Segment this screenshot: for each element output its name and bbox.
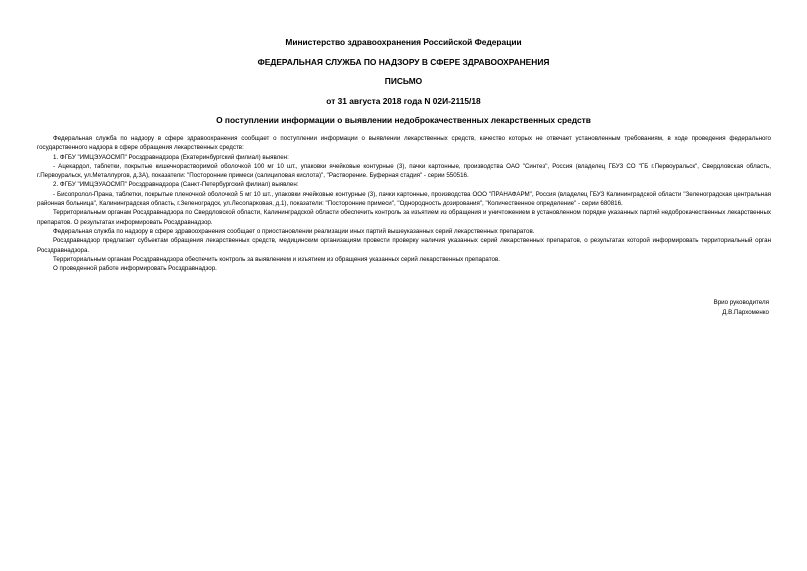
paragraph: Федеральная служба по надзору в сфере здравоохранения сообщает о приостановлении реализации иных партий вышеуказанных серий лекарственных препаратов. <box>53 227 535 235</box>
paragraph: О проведенной работе информировать Росздравнадзор. <box>53 265 217 273</box>
paragraph: Территориальным органам Росздравнадзора обеспечить контроль за выявлением и изъятием из обращения указанных серий лекарственных препаратов. <box>53 255 500 263</box>
paragraph: - Ацекардол, таблетки, покрытые кишечнорастворимой оболочкой 100 мг 10 шт., упаковки ячейковые контурные (3), пачки картонные, производства ОАО "Синтез", Россия (владелец ГБУЗ СО "ГБ г.Первоуральск", Свердловская область, г.Первоуральск, ул.Металлургов, д.3А), показатели: "Посторонние примеси (салициловая кислота)", "Растворение. Буферная стадия" - серии 550516. <box>37 162 771 180</box>
paragraph: - Бисопролол-Прана, таблетки, покрытые пленочной оболочкой 5 мг 10 шт., упаковки ячейковые контурные (3), пачки картонные, производства ООО "ПРАНАФАРМ", Россия (владелец ГБУЗ Калининградской области "Зеленоградская центральная районная больница", Калининградская область, г.Зеленоградск, ул.Лесопарковая, д.1), показатели: "Посторонние примеси", "Однородность дозирования", "Количественное определение" - серии 680816. <box>37 190 771 208</box>
paragraph: Росздравнадзор предлагает субъектам обращения лекарственных средств, медицинским организациям провести проверку наличия указанных серий лекарственных препаратов, о результатах которой информировать территориальный орган Росздравнадзора. <box>37 237 771 254</box>
paragraph: 2. ФГБУ "ИМЦЭУАОСМП" Росздравнадзора (Санкт-Петербургский филиал) выявлен: <box>53 181 299 189</box>
signatory-name: Д.В.Пархоменко <box>722 309 769 316</box>
document-type: ПИСЬМО <box>384 76 423 86</box>
service-name: ФЕДЕРАЛЬНАЯ СЛУЖБА ПО НАДЗОРУ В СФЕРЕ ЗДРАВООХРАНЕНИЯ <box>257 57 550 67</box>
ministry-name: Министерство здравоохранения Российской Федерации <box>285 37 522 47</box>
paragraph: Федеральная служба по надзору в сфере здравоохранения сообщает о поступлении информации о выявлении лекарственных средств, качество которых не отвечает установленным требованиям, в ходе проведения федерального государственного надзора в сфере обращения лекарственных средств: <box>37 135 771 152</box>
paragraph: 1. ФГБУ "ИМЦЭУАОСМП" Росздравнадзора (Екатеринбургский филиал) выявлен: <box>53 153 289 161</box>
document-date-number: от 31 августа 2018 года N 02И-2115/18 <box>326 96 481 106</box>
document-body <box>37 134 771 273</box>
document-subject: О поступлении информации о выявлении недоброкачественных лекарственных средств <box>216 115 591 125</box>
signatory-title: Врио руководителя <box>713 299 769 306</box>
paragraph: Территориальным органам Росздравнадзора по Свердловской области, Калининградской области обеспечить контроль за изъятием из обращения и уничтожением в установленном порядке указанных партий недоброкачественных лекарственных препаратов. О результатах информировать Росздравнадзор. <box>37 209 771 226</box>
signature-block <box>714 298 769 318</box>
